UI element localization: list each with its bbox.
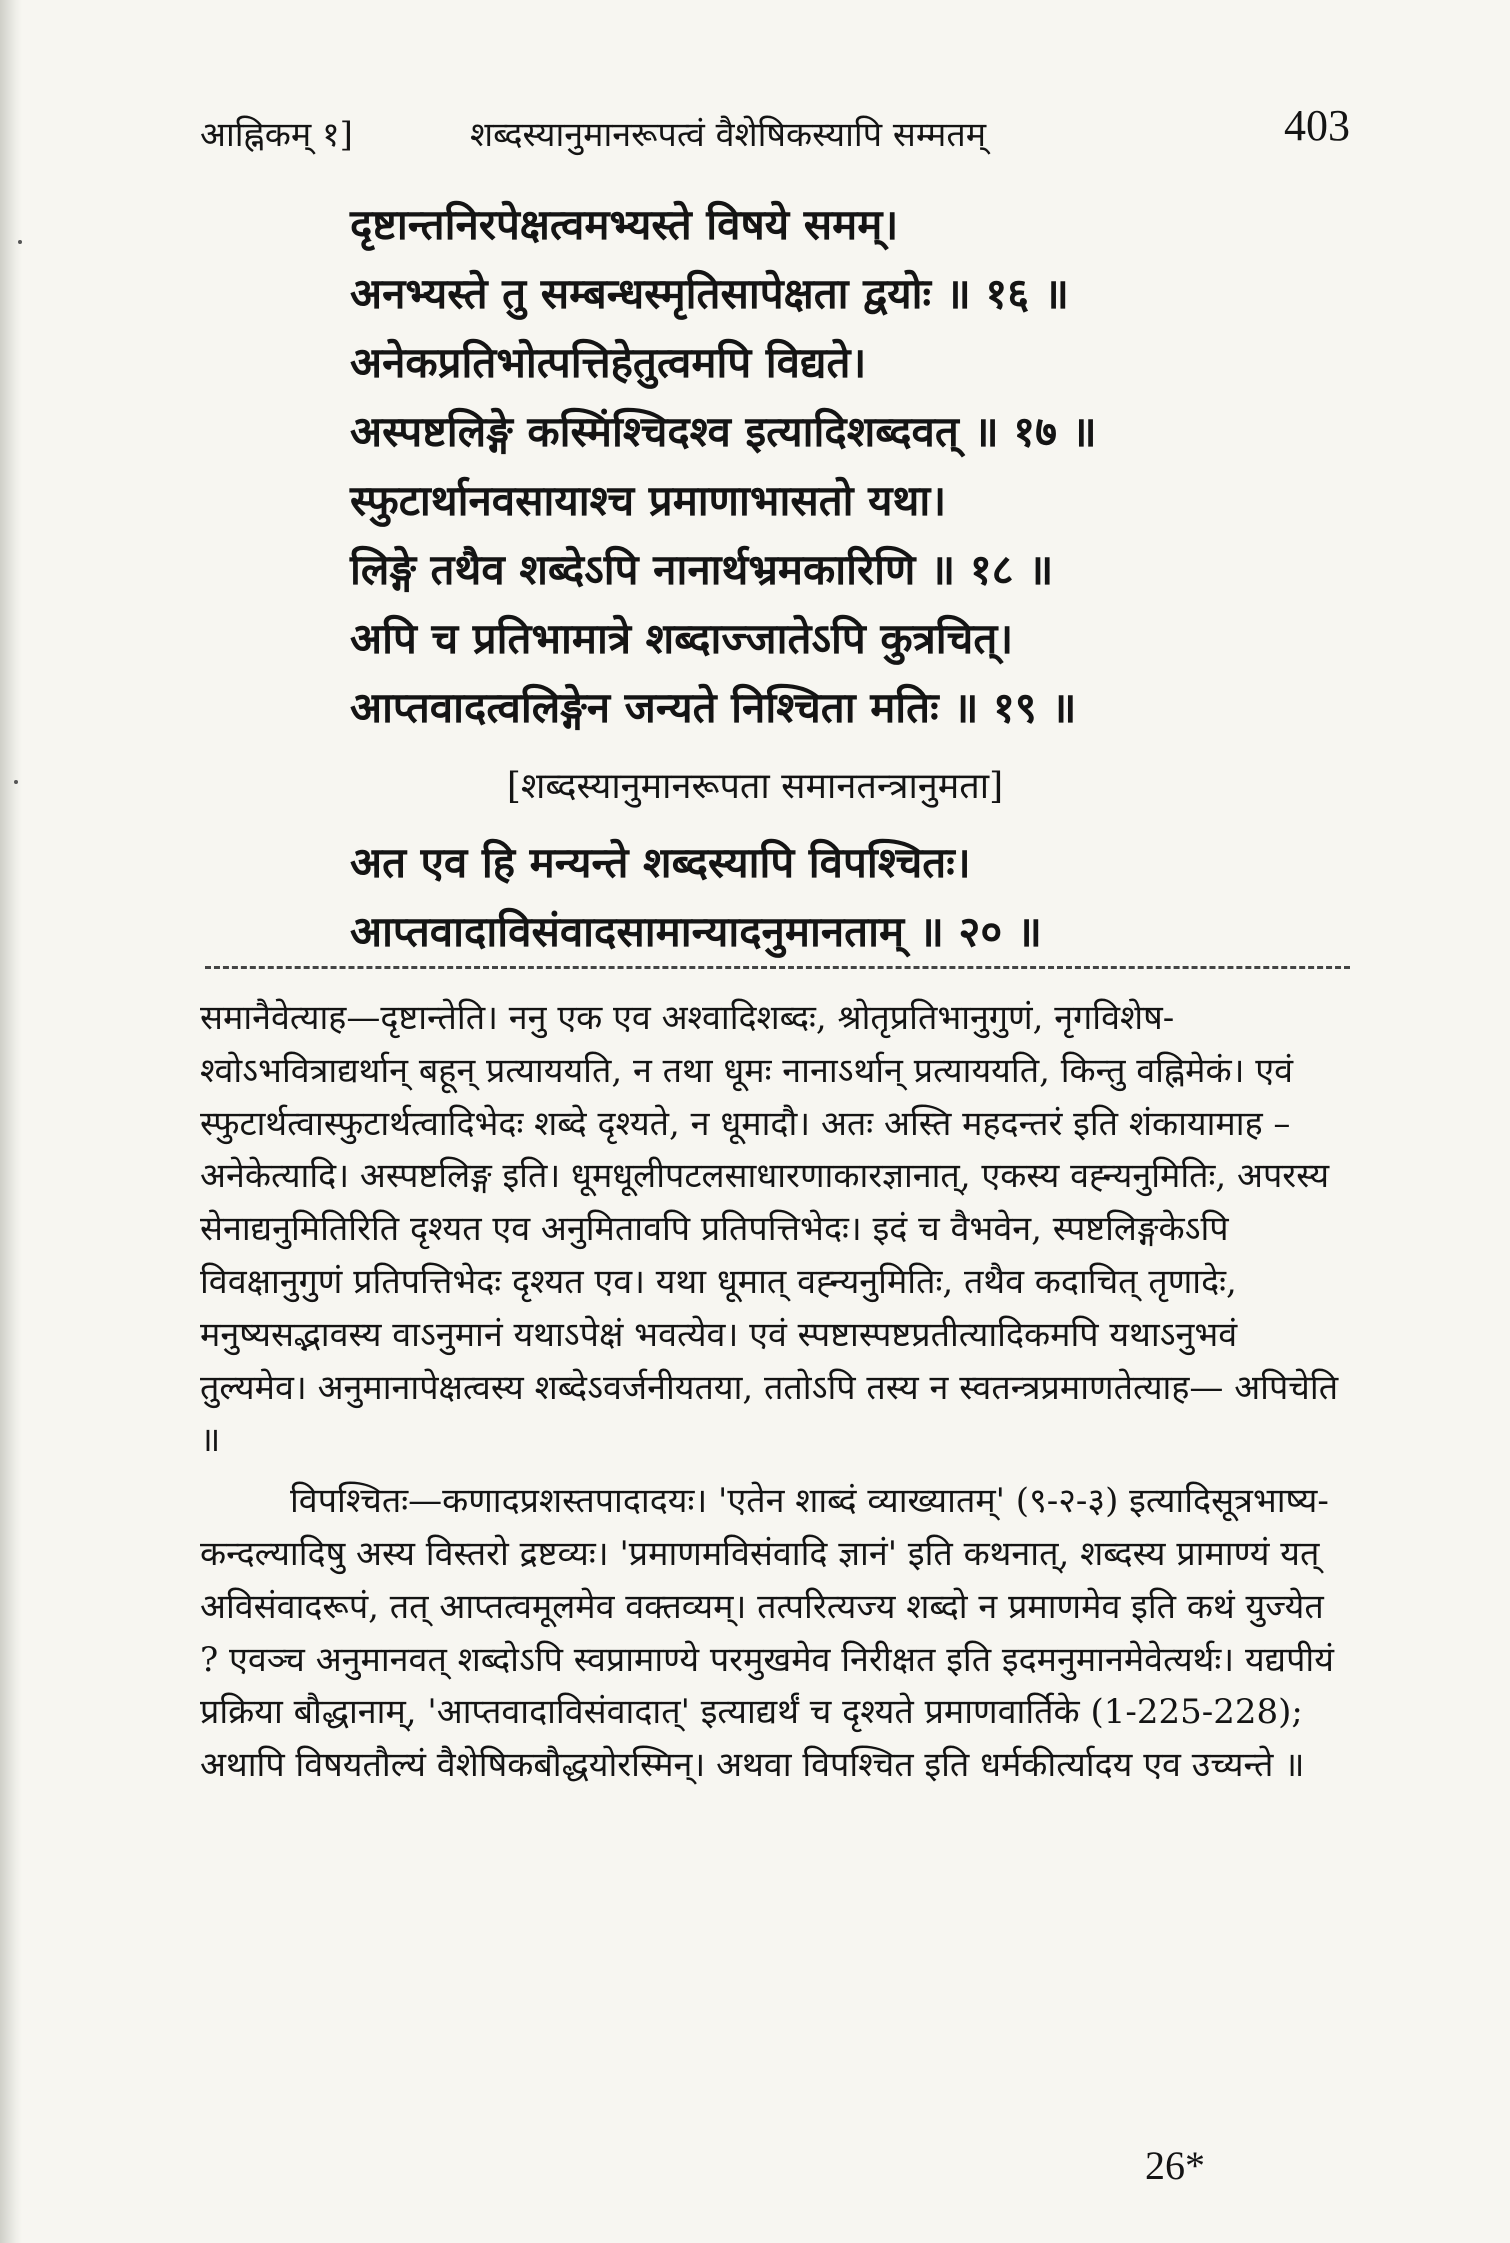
commentary-paragraph: समानैवेत्याह—दृष्टान्तेति। ननु एक एव अश्वादिशब्दः, श्रोतृप्रतिभानुगुणं, नृगविशेष-श्वोऽभवित्राद्यर्थान् बहून् प्रत्याययति, न तथा धूमः नानाऽर्थान् प्रत्याययति, किन्तु वह्निमेकं। एवं स्फुटार्थत्वास्फुटार्थत्वादिभेदः शब्दे दृश्यते, न धूमादौ। अतः अस्ति महदन्तरं इति शंकायामाह – अनेकेत्यादि। अस्पष्टलिङ्ग इति। धूमधूलीपटलसाधारणाकारज्ञानात्, एकस्य वह्न्यनुमितिः, अपरस्य सेनाद्यनुमितिरिति दृश्यत एव अनुमितावपि प्रतिपत्तिभेदः। इदं च वैभवेन, स्पष्टलिङ्गकेऽपि विवक्षानुगुणं प्रतिपत्तिभेदः दृश्यत एव। यथा धूमात् वह्न्यनुमितिः, तथैव कदाचित् तृणादेः, मनुष्यसद्भावस्य वाऽनुमानं यथाऽपेक्षं भवत्येव। एवं स्पष्टास्पष्टप्रतीत्यादिकमपि यथाऽनुभवं तुल्यमेव। अनुमानापेक्षत्वस्य शब्देऽवर्जनीयतया, ततोऽपि तस्य न स्वतन्त्रप्रमाणतेत्याह— अपिचेति ॥ <box>200 998 1339 1461</box>
commentary-paragraph: विपश्चितः—कणादप्रशस्तपादादयः। 'एतेन शाब्दं व्याख्यातम्' (९-२-३) इत्यादिसूत्रभाष्य-कन्दल्यादिषु अस्य विस्तरो द्रष्टव्यः। 'प्रमाणमविसंवादि ज्ञानं' इति कथनात्, शब्दस्य प्रामाण्यं यत् अविसंवादरूपं, तत् आप्तत्वमूलमेव वक्तव्यम्। तत्परित्यज्य शब्दो न प्रमाणमेव इति कथं युज्येत ? एवञ्च अनुमानवत् शब्दोऽपि स्वप्रामाण्ये परमुखमेव निरीक्षत इति इदमनुमानमेवेत्यर्थः। यद्यपीयं प्रक्रिया बौद्धानाम्, 'आप्तवादाविसंवादात्' इत्याद्यर्थं च दृश्यते प्रमाणवार्तिके (1-225-228); अथापि विषयतौल्यं वैशेषिकबौद्धयोरस्मिन्। अथवा विपश्चित इति धर्मकीर्त्यादय एव उच्यन्ते ॥ <box>200 1481 1334 1786</box>
verse-line: अपि च प्रतिभामात्रे शब्दाज्जातेऽपि कुत्रचित्। <box>350 614 1014 663</box>
header-running-title: शब्दस्यानुमानरूपत्वं वैशेषिकस्यापि सम्मतम् <box>470 115 987 155</box>
header-chapter: आह्निकम् १] <box>200 115 353 155</box>
commentary-text <box>200 992 1350 1792</box>
signature-mark: 26* <box>1145 2143 1205 2188</box>
verse-line: दृष्टान्तनिरपेक्षत्वमभ्यस्ते विषये समम्। <box>350 200 899 249</box>
verse-line: अनेकप्रतिभोत्पत्तिहेतुत्वमपि विद्यते। <box>350 338 867 387</box>
verse-line: लिङ्गे तथैव शब्देऽपि नानार्थभ्रमकारिणि ॥ १८ ॥ <box>350 545 1054 594</box>
verse-line: आप्तवादत्वलिङ्गेन जन्यते निश्चिता मतिः ॥ १९ ॥ <box>350 683 1077 732</box>
page-spine-shadow <box>0 0 22 2243</box>
page-number: 403 <box>1284 101 1350 150</box>
separator-rule <box>205 966 1350 969</box>
verse-line: आप्तवादाविसंवादसामान्यादनुमानताम् ॥ २० ॥ <box>350 907 1042 956</box>
section-heading: [शब्दस्यानुमानरूपता समानतन्त्रानुमता] <box>506 766 1004 807</box>
verse-line: अस्पष्टलिङ्गे कस्मिंश्चिदश्व इत्यादिशब्दवत् ॥ १७ ॥ <box>350 407 1097 456</box>
verse-line: अत एव हि मन्यन्ते शब्दस्यापि विपश्चितः। <box>350 838 971 887</box>
verse-line: स्फुटार्थानवसायाश्च प्रमाणाभासतो यथा। <box>350 476 947 525</box>
scan-speck <box>18 240 22 244</box>
verse-block-2 <box>350 828 1250 966</box>
page-header <box>200 100 1350 160</box>
verse-block <box>350 190 1250 742</box>
verse-line: अनभ्यस्ते तु सम्बन्धस्मृतिसापेक्षता द्वयोः ॥ १६ ॥ <box>350 269 1069 318</box>
